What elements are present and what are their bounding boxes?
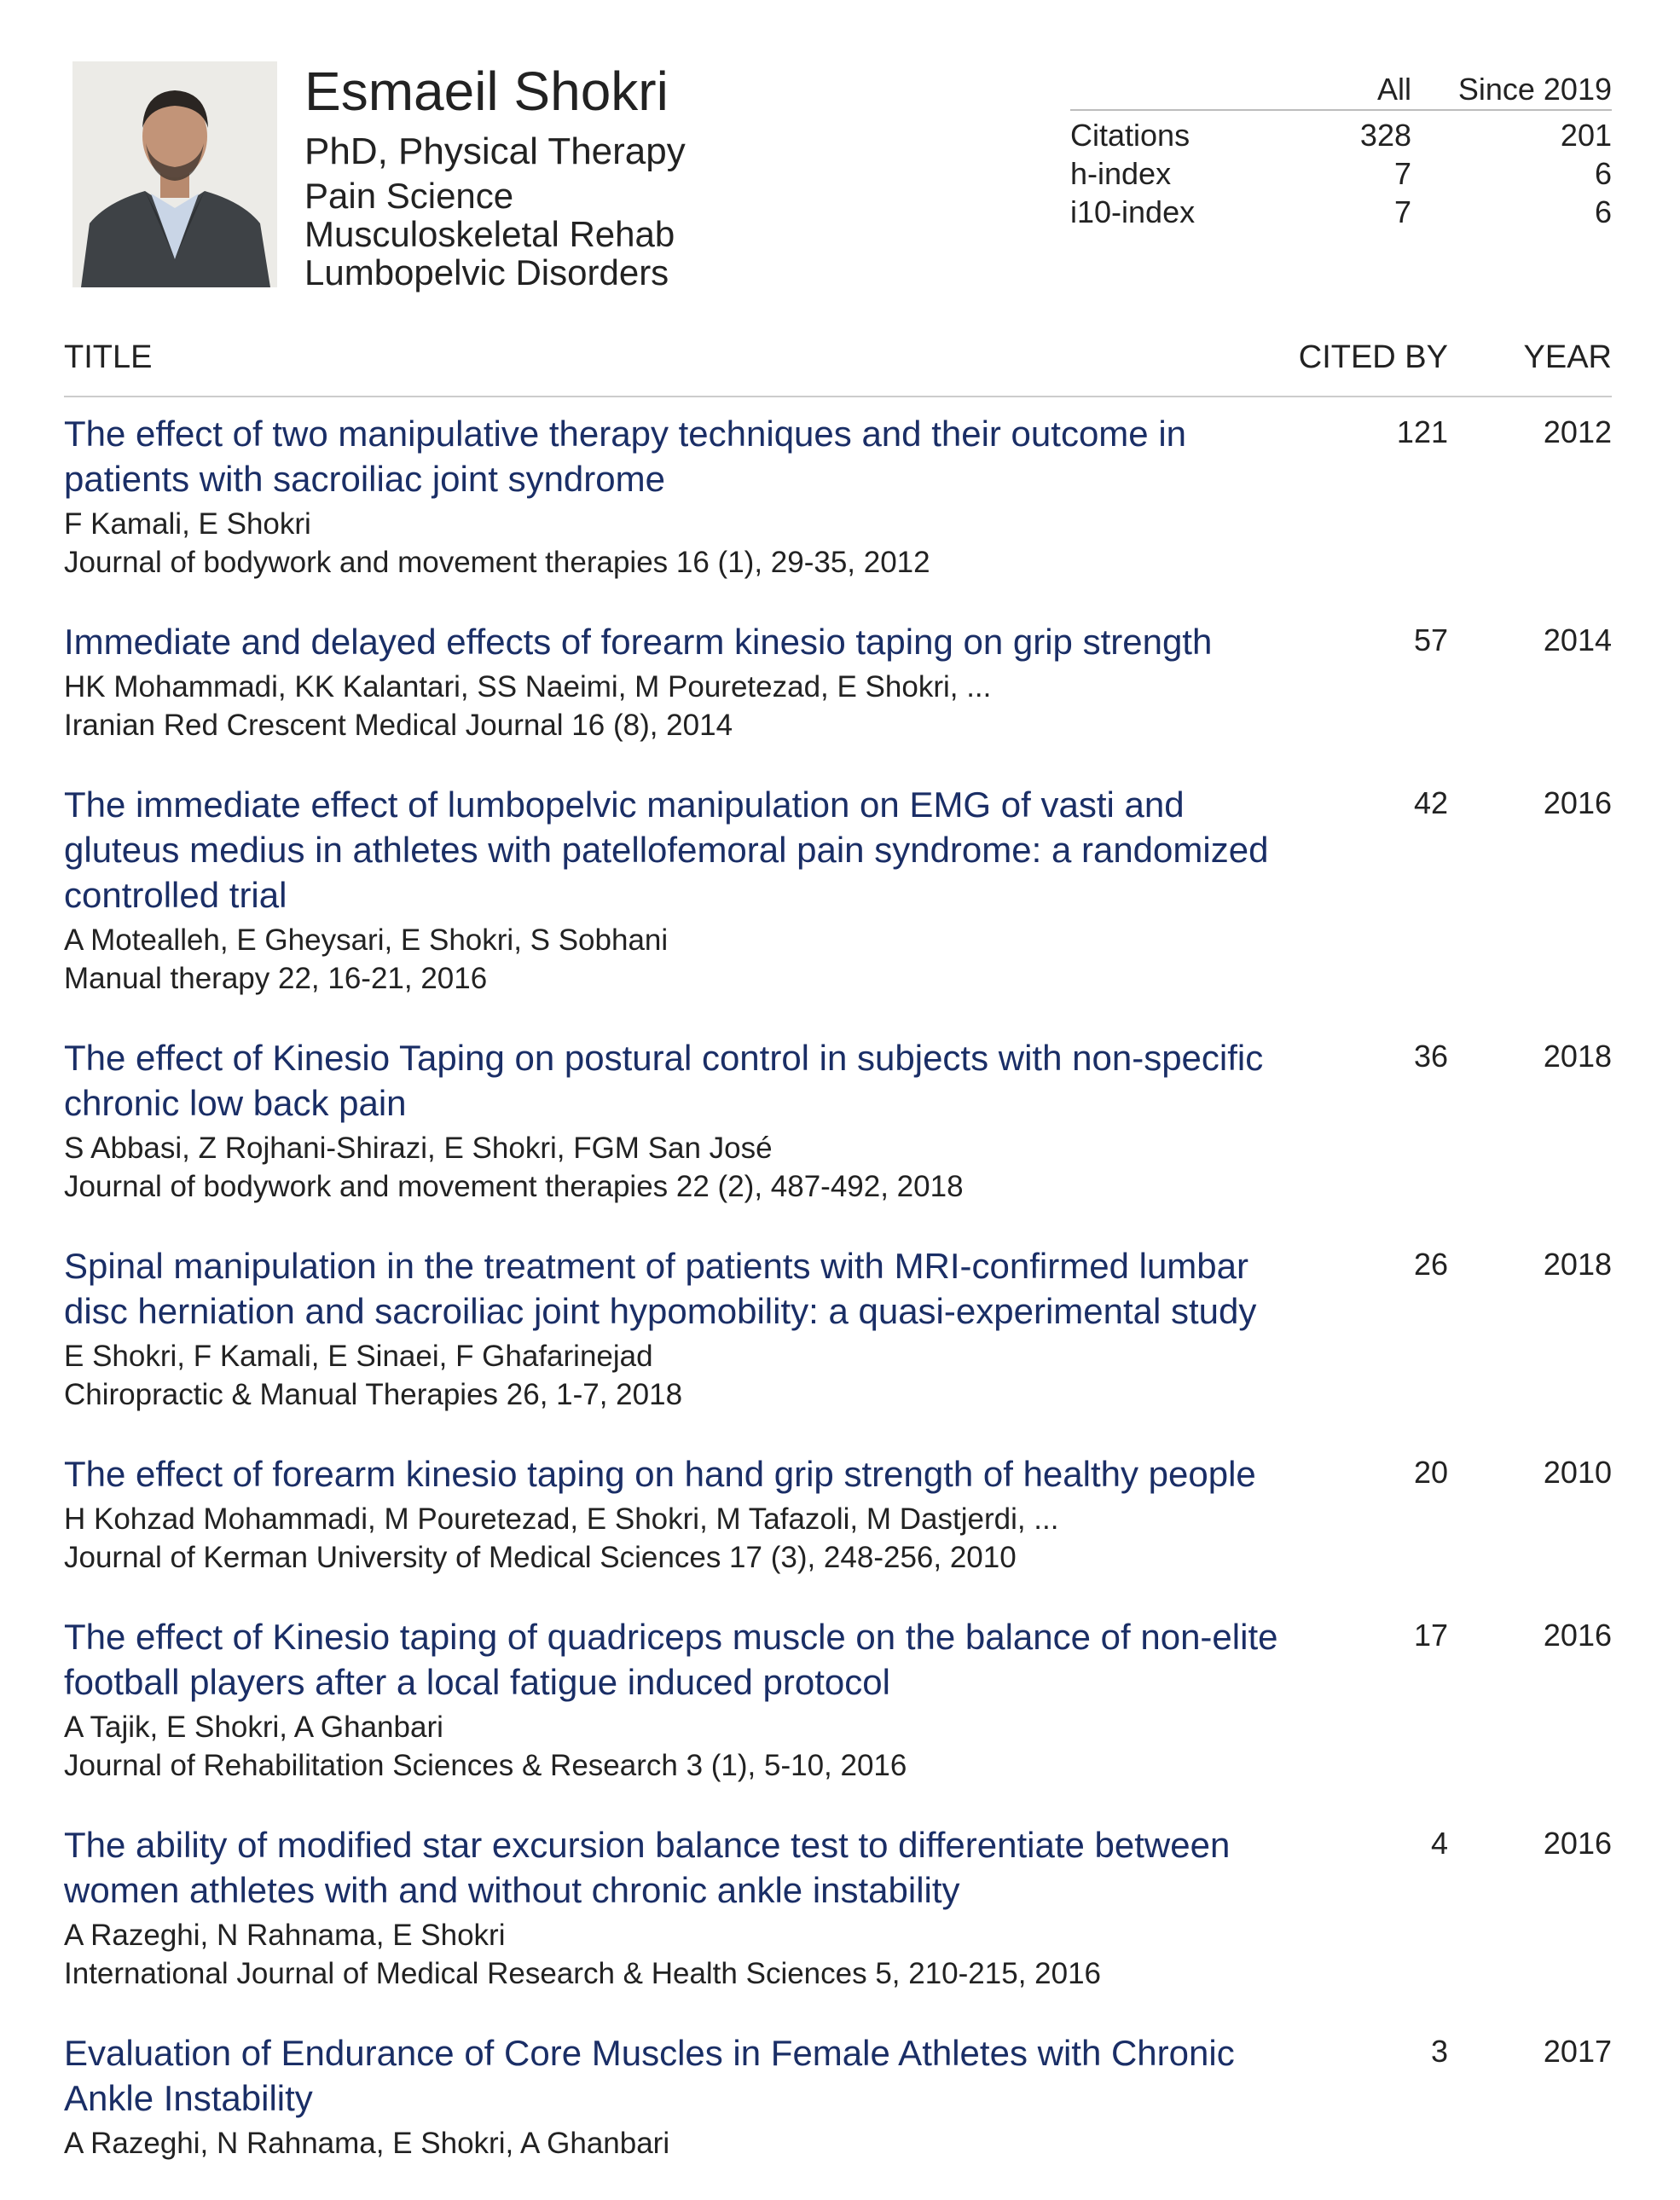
metric-since: 201 xyxy=(1560,118,1612,153)
cited-by-count[interactable]: 121 xyxy=(1396,414,1448,449)
metric-all: 7 xyxy=(1393,194,1411,229)
interest-item[interactable]: Musculoskeletal Rehab xyxy=(304,214,675,254)
publication-year: 2010 xyxy=(1543,1455,1612,1490)
metrics-col-all: All xyxy=(1376,72,1411,107)
publication-year: 2012 xyxy=(1543,414,1612,449)
cited-by-count[interactable]: 42 xyxy=(1413,785,1448,820)
research-interests xyxy=(304,177,675,292)
publication-title-link[interactable]: The immediate effect of lumbopelvic manipulation on EMG of vasti and gluteus medius in athletes with patellofemoral pain syndrome: a randomized controlled trial xyxy=(64,784,1269,915)
publication-venue: Journal of Kerman University of Medical Sciences 17 (3), 248-256, 2010 xyxy=(64,1541,1017,1574)
publication-row xyxy=(64,619,1612,744)
publication-title-link[interactable]: The effect of Kinesio taping of quadriceps muscle on the balance of non-elite football players after a local fatigue induced protocol xyxy=(64,1617,1278,1702)
publication-row xyxy=(64,1243,1612,1414)
publication-row xyxy=(64,411,1612,582)
publication-row xyxy=(64,1035,1612,1206)
publication-year: 2016 xyxy=(1543,1618,1612,1653)
publication-authors: A Motealleh, E Gheysari, E Shokri, S Sobhani xyxy=(64,923,669,957)
publication-title-link[interactable]: Evaluation of Endurance of Core Muscles in Female Athletes with Chronic Ankle Instability xyxy=(64,2033,1235,2118)
publication-year: 2018 xyxy=(1543,1039,1612,1074)
publication-venue: Iranian Red Crescent Medical Journal 16 (8), 2014 xyxy=(64,709,733,742)
metrics-header xyxy=(1070,72,1612,111)
metric-all: 7 xyxy=(1393,156,1411,191)
publication-row xyxy=(64,1822,1612,1993)
publication-row xyxy=(64,782,1612,998)
metric-all: 328 xyxy=(1359,118,1411,153)
publication-year: 2016 xyxy=(1543,1826,1612,1861)
publication-venue: Journal of Rehabilitation Sciences & Research 3 (1), 5-10, 2016 xyxy=(64,1749,907,1782)
cited-by-count[interactable]: 26 xyxy=(1413,1247,1448,1282)
publication-title-link[interactable]: Immediate and delayed effects of forearm kinesio taping on grip strength xyxy=(64,622,1213,662)
cited-by-count[interactable]: 57 xyxy=(1413,622,1448,657)
publication-authors: E Shokri, F Kamali, E Sinaei, F Ghafarinejad xyxy=(64,1340,653,1373)
metrics-col-since: Since 2019 xyxy=(1457,72,1612,107)
metric-since: 6 xyxy=(1594,194,1612,229)
metrics-row-i10-index xyxy=(1070,188,1612,229)
metrics-row-citations xyxy=(1070,111,1612,153)
interest-item[interactable]: Lumbopelvic Disorders xyxy=(304,252,669,292)
publication-authors: S Abbasi, Z Rojhani-Shirazi, E Shokri, FGM San José xyxy=(64,1132,773,1165)
publication-venue: Journal of bodywork and movement therapies 16 (1), 29-35, 2012 xyxy=(64,546,930,579)
publication-year: 2018 xyxy=(1543,1247,1612,1282)
publication-authors: A Tajik, E Shokri, A Ghanbari xyxy=(64,1711,443,1744)
publication-authors: A Razeghi, N Rahnama, E Shokri xyxy=(64,1919,506,1952)
publication-title-link[interactable]: The effect of Kinesio Taping on postural control in subjects with non-specific chronic low back pain xyxy=(64,1038,1264,1123)
metric-label: h-index xyxy=(1070,156,1172,191)
cited-by-count[interactable]: 3 xyxy=(1430,2034,1448,2069)
publication-row xyxy=(64,2030,1612,2162)
publication-authors: F Kamali, E Shokri xyxy=(64,507,311,541)
publication-row xyxy=(64,1614,1612,1785)
year-column-header[interactable]: YEAR xyxy=(1523,339,1612,375)
publication-year: 2014 xyxy=(1543,622,1612,657)
publication-title-link[interactable]: The effect of forearm kinesio taping on hand grip strength of healthy people xyxy=(64,1454,1256,1494)
publication-row xyxy=(64,1451,1612,1577)
metrics-row-h-index xyxy=(1070,149,1612,191)
title-column-header[interactable]: TITLE xyxy=(64,339,153,375)
cited-by-count[interactable]: 20 xyxy=(1413,1455,1448,1490)
citation-metrics xyxy=(1070,72,1612,229)
publication-title-link[interactable]: Spinal manipulation in the treatment of patients with MRI-confirmed lumbar disc herniation and sacroiliac joint hypomobility: a quasi-experimental study xyxy=(64,1246,1257,1331)
profile-name: Esmaeil Shokri xyxy=(304,61,669,122)
profile-affiliation: PhD, Physical Therapy xyxy=(304,130,686,172)
avatar-photo-icon xyxy=(72,61,277,287)
publication-venue: Manual therapy 22, 16-21, 2016 xyxy=(64,962,488,995)
metric-label: Citations xyxy=(1070,118,1190,153)
metric-since: 6 xyxy=(1594,156,1612,191)
cited-by-count[interactable]: 17 xyxy=(1413,1618,1448,1653)
publication-year: 2017 xyxy=(1543,2034,1612,2069)
metric-label: i10-index xyxy=(1070,194,1196,229)
publication-year: 2016 xyxy=(1543,785,1612,820)
cited-by-count[interactable]: 36 xyxy=(1413,1039,1448,1074)
publication-authors: A Razeghi, N Rahnama, E Shokri, A Ghanbari xyxy=(64,2127,670,2160)
publication-venue: Chiropractic & Manual Therapies 26, 1-7, 2018 xyxy=(64,1378,683,1411)
interest-item[interactable]: Pain Science xyxy=(304,176,514,216)
publication-authors: H Kohzad Mohammadi, M Pouretezad, E Shokri, M Tafazoli, M Dastjerdi, ... xyxy=(64,1502,1059,1536)
publication-venue: International Journal of Medical Research & Health Sciences 5, 210-215, 2016 xyxy=(64,1957,1102,1990)
publications-header xyxy=(64,333,1612,397)
publication-title-link[interactable]: The effect of two manipulative therapy techniques and their outcome in patients with sacroiliac joint syndrome xyxy=(64,414,1187,499)
publication-authors: HK Mohammadi, KK Kalantari, SS Naeimi, M Pouretezad, E Shokri, ... xyxy=(64,670,992,703)
publications-list xyxy=(64,411,1612,2200)
cited-by-column-header[interactable]: CITED BY xyxy=(1298,339,1448,375)
cited-by-count[interactable]: 4 xyxy=(1430,1826,1448,1861)
avatar xyxy=(72,61,277,287)
publication-title-link[interactable]: The ability of modified star excursion balance test to differentiate between women athletes with and without chronic ankle instability xyxy=(64,1825,1231,1910)
publication-venue: Journal of bodywork and movement therapies 22 (2), 487-492, 2018 xyxy=(64,1170,964,1203)
